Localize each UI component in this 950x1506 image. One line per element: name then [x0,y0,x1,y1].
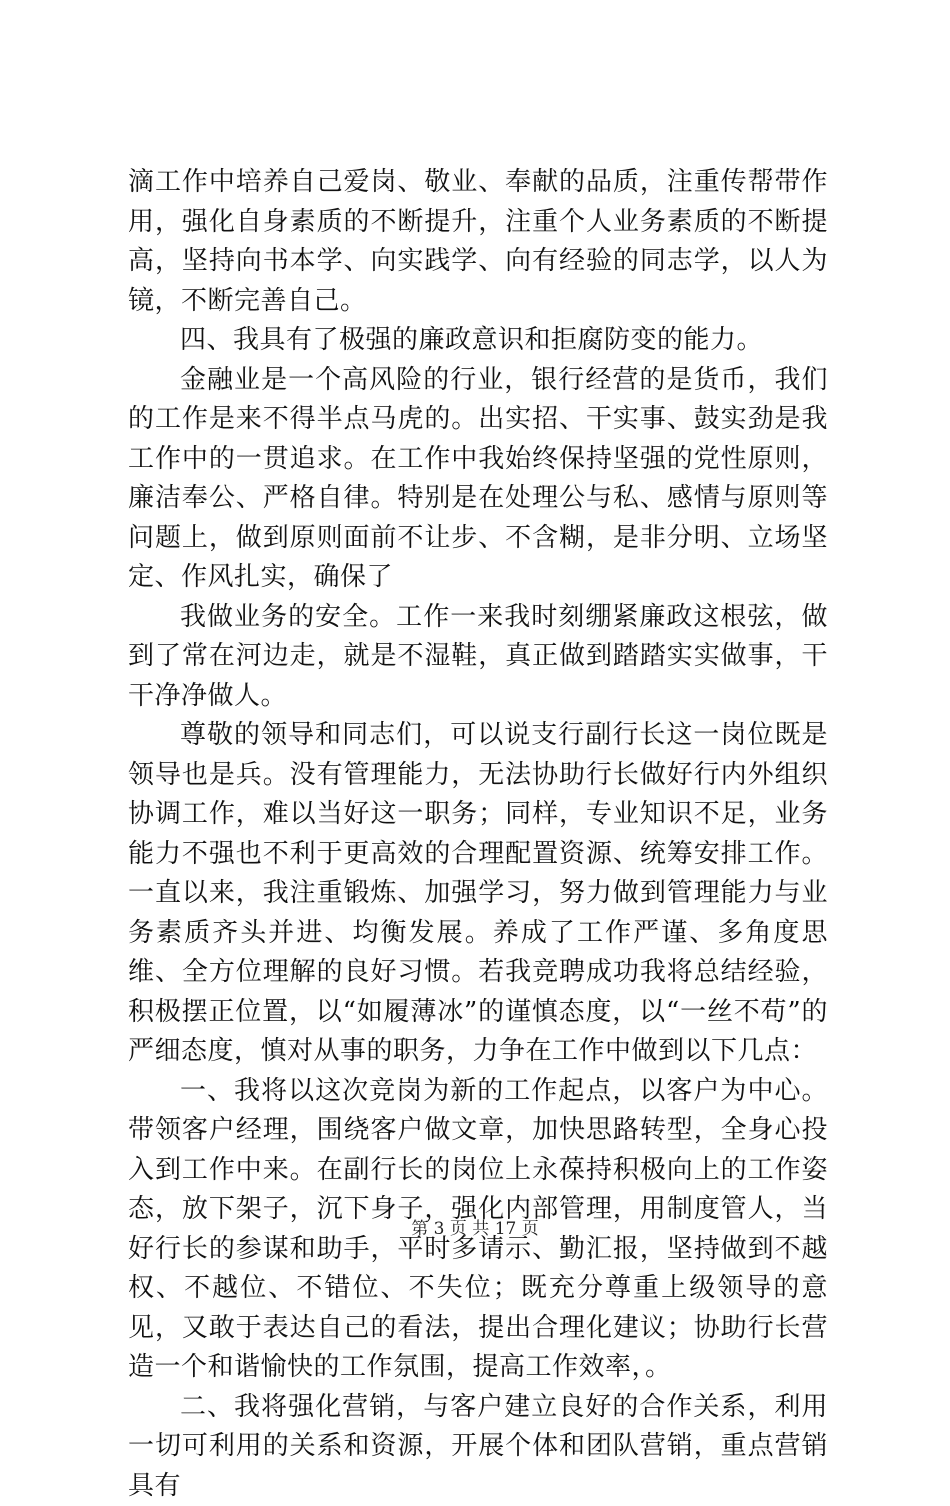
page-footer [0,1214,950,1239]
paragraph: 一、我将以这次竞岗为新的工作起点，以客户为中心。带领客户经理，围绕客户做文章，加快思路转型，全身心投入到工作中来。在副行长的岗位上永葆持积极向上的工作姿态，放下架子，沉下身子，强化内部管理，用制度管人，当好行长的参谋和助手，平时多请示、勤汇报，坚持做到不越权、不越位、不错位、不失位；既充分尊重上级领导的意见，又敢于表达自己的看法，提出合理化建议；协助行长营造一个和谐愉快的工作氛围，提高工作效率，。 [128,1072,828,1388]
paragraph: 金融业是一个高风险的行业，银行经营的是货币，我们的工作是来不得半点马虎的。出实招、干实事、鼓实劲是我工作中的一贯追求。在工作中我始终保持坚强的党性原则，廉洁奉公、严格自律。特别是在处理公与私、感情与原则等问题上，做到原则面前不让步、不含糊，是非分明、立场坚定、作风扎实，确保了 [128,361,828,598]
paragraph: 我做业务的安全。工作一来我时刻绷紧廉政这根弦，做到了常在河边走，就是不湿鞋，真正做到踏踏实实做事，干干净净做人。 [128,598,828,717]
page-number: 第 3 页 共 17 页 [411,1219,538,1239]
paragraph: 滴工作中培养自己爱岗、敬业、奉献的品质，注重传帮带作用，强化自身素质的不断提升，注重个人业务素质的不断提高，坚持向书本学、向实践学、向有经验的同志学，以人为镜，不断完善自己。 [128,163,828,321]
paragraph: 尊敬的领导和同志们，可以说支行副行长这一岗位既是领导也是兵。没有管理能力，无法协助行长做好行内外组织协调工作，难以当好这一职务；同样，专业知识不足，业务能力不强也不利于更高效的合理配置资源、统筹安排工作。一直以来，我注重锻炼、加强学习，努力做到管理能力与业务素质齐头并进、均衡发展。养成了工作严谨、多角度思维、全方位理解的良好习惯。若我竞聘成功我将总结经验，积极摆正位置，以“如履薄冰”的谨慎态度，以“一丝不苟”的严细态度，慎对从事的职务，力争在工作中做到以下几点： [128,716,828,1072]
paragraph: 四、我具有了极强的廉政意识和拒腐防变的能力。 [128,321,828,361]
document-body [128,163,828,1506]
paragraph: 二、我将强化营销，与客户建立良好的合作关系，利用一切可利用的关系和资源，开展个体和团队营销，重点营销具有 [128,1388,828,1506]
